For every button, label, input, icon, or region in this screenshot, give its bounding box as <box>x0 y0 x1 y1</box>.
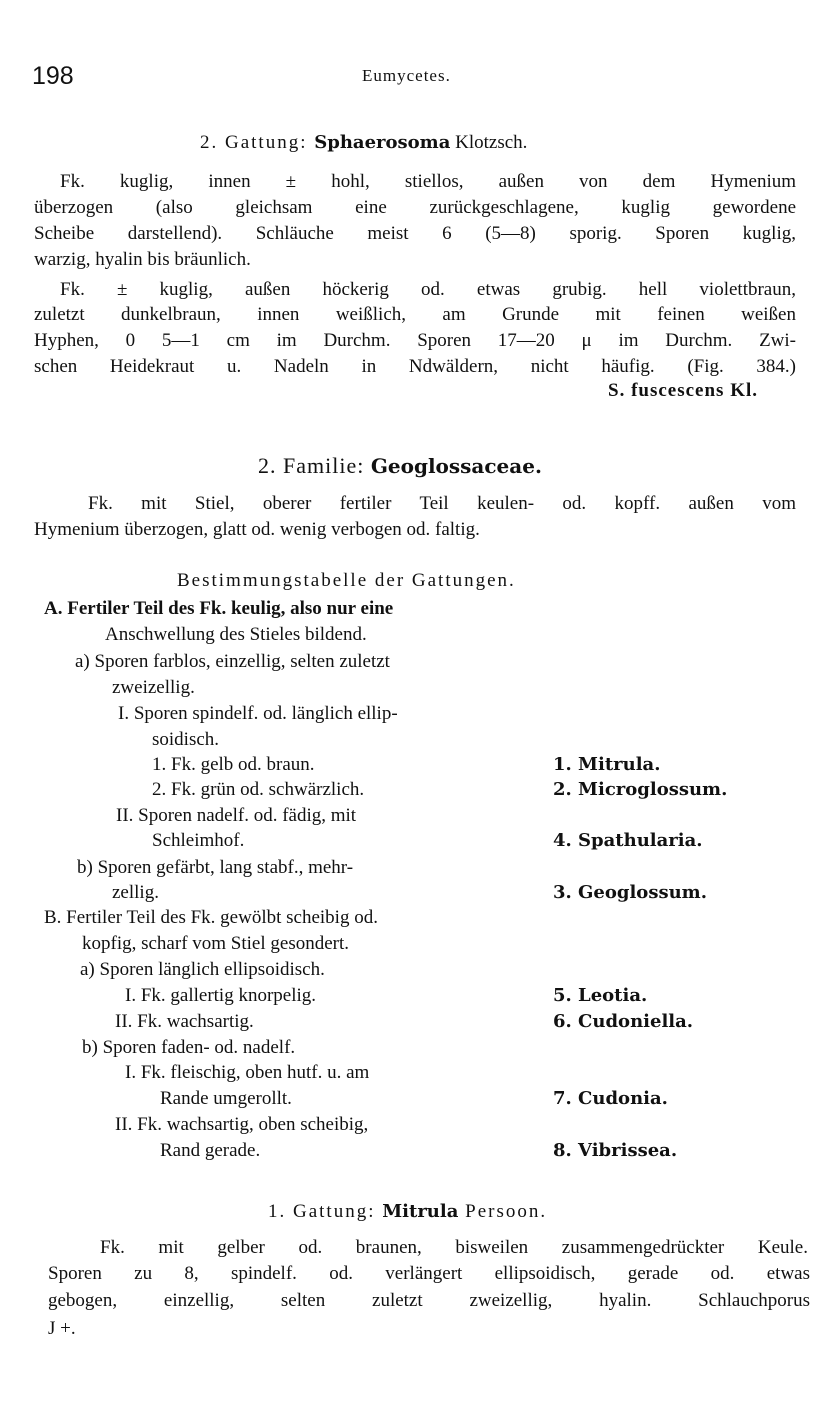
key-row <box>80 959 325 981</box>
text-line: warzig, hyalin bis bräunlich. <box>34 249 251 270</box>
key-row <box>152 729 219 751</box>
text-line: Fk. mit Stiel, oberer fertiler Teil keulen- od. kopff. außen vom <box>88 493 796 514</box>
key-text: II. Sporen nadelf. od. fädig, mit <box>116 805 357 826</box>
key-row <box>82 1037 295 1059</box>
key-row <box>125 1062 369 1084</box>
family-heading <box>258 453 542 479</box>
key-row <box>160 1140 260 1162</box>
key-row <box>116 805 356 827</box>
key-row <box>125 985 316 1007</box>
key-text: B. Fertiler Teil des Fk. gewölbt scheibig od. <box>44 907 378 928</box>
key-row <box>115 1011 254 1033</box>
heading-prefix: 2. Gattung: <box>200 132 315 153</box>
key-row <box>77 857 353 879</box>
page-number: 198 <box>32 62 74 90</box>
heading-prefix: 1. Gattung: <box>268 1201 383 1222</box>
key-row <box>152 779 364 801</box>
key-text: 2. Fk. grün od. schwärzlich. <box>152 779 365 800</box>
key-result: 6. Cudoniella. <box>553 1011 694 1032</box>
key-result: 5. Leotia. <box>553 985 648 1006</box>
key-row <box>44 598 393 620</box>
heading-prefix: 2. Familie: <box>258 453 371 478</box>
text-line: Scheibe darstellend). Schläuche meist 6 (5—8) sporig. Sporen kuglig, <box>34 223 796 244</box>
key-text: Anschwellung des Stieles bildend. <box>105 624 367 645</box>
key-text: Rand gerade. <box>160 1140 261 1161</box>
text-line: zuletzt dunkelbraun, innen weißlich, am Grunde mit feinen weißen <box>34 304 796 325</box>
key-result: 3. Geoglossum. <box>553 882 707 903</box>
key-result: 8. Vibrissea. <box>553 1140 678 1161</box>
text-line: Hyphen, 0 5—1 cm im Durchm. Sporen 17—20 μ im Durchm. Zwi- <box>34 330 796 351</box>
key-row <box>112 677 195 699</box>
key-text: zweizellig. <box>112 677 195 698</box>
key-result: 4. Spathularia. <box>553 830 703 851</box>
text-line: Hymenium überzogen, glatt od. wenig verbogen od. faltig. <box>34 519 480 540</box>
family-name: Geoglossaceae. <box>370 454 542 478</box>
genus-name: Sphaerosoma <box>314 132 451 153</box>
genus-name: Mitrula <box>382 1201 459 1222</box>
key-row <box>160 1088 292 1110</box>
key-text: soidisch. <box>152 729 220 750</box>
key-text: zellig. <box>112 882 159 903</box>
species-name: S. fuscescens Kl. <box>608 380 758 401</box>
key-text: 1. Fk. gelb od. braun. <box>152 754 315 775</box>
key-row <box>152 830 244 852</box>
genus-author: Klotzsch. <box>450 132 528 153</box>
genus-heading-sphaerosoma <box>200 132 527 154</box>
key-text: II. Fk. wachsartig. <box>115 1011 254 1032</box>
key-text: a) Sporen farblos, einzellig, selten zuletzt <box>75 651 390 672</box>
key-text: kopfig, scharf vom Stiel gesondert. <box>82 933 350 954</box>
key-row <box>152 754 315 776</box>
key-text: I. Sporen spindelf. od. länglich ellip- <box>118 703 398 724</box>
key-text: I. Fk. fleischig, oben hutf. u. am <box>125 1062 370 1083</box>
key-title: Bestimmungstabelle der Gattungen. <box>177 570 516 591</box>
genus-author: Persoon. <box>458 1201 548 1222</box>
key-text: Schleimhof. <box>152 830 245 851</box>
key-result: 7. Cudonia. <box>553 1088 668 1109</box>
running-title: Eumycetes. <box>362 66 451 85</box>
key-row <box>112 882 159 904</box>
key-text: II. Fk. wachsartig, oben scheibig, <box>115 1114 369 1135</box>
key-row <box>115 1114 368 1136</box>
key-text: I. Fk. gallertig knorpelig. <box>125 985 317 1006</box>
text-line: überzogen (also gleichsam eine zurückgeschlagene, kuglig gewordene <box>34 197 796 218</box>
key-result: 2. Microglossum. <box>553 779 728 800</box>
text-line: Sporen zu 8, spindelf. od. verlängert ellipsoidisch, gerade od. etwas <box>48 1263 810 1284</box>
key-result: 1. Mitrula. <box>553 754 661 775</box>
text-line: Fk. ± kuglig, außen höckerig od. etwas grubig. hell violettbraun, <box>60 279 796 300</box>
key-row <box>75 651 390 673</box>
genus-heading-mitrula <box>268 1201 547 1223</box>
text-line: J +. <box>48 1318 76 1339</box>
key-text: Rande umgerollt. <box>160 1088 292 1109</box>
key-row <box>44 907 378 929</box>
key-row <box>105 624 367 646</box>
key-text: b) Sporen faden- od. nadelf. <box>82 1037 296 1058</box>
text-line: Fk. mit gelber od. braunen, bisweilen zusammengedrückter Keule. <box>100 1237 808 1258</box>
key-row <box>82 933 349 955</box>
key-text: b) Sporen gefärbt, lang stabf., mehr- <box>77 857 354 878</box>
text-line: Fk. kuglig, innen ± hohl, stiellos, außen von dem Hymenium <box>60 171 796 192</box>
key-text: A. Fertiler Teil des Fk. keulig, also nur eine <box>44 598 394 619</box>
text-line: schen Heidekraut u. Nadeln in Ndwäldern, nicht häufig. (Fig. 384.) <box>34 356 796 377</box>
key-text: a) Sporen länglich ellipsoidisch. <box>80 959 325 980</box>
text-line: gebogen, einzellig, selten zuletzt zweizellig, hyalin. Schlauchporus <box>48 1290 810 1311</box>
key-row <box>118 703 398 725</box>
